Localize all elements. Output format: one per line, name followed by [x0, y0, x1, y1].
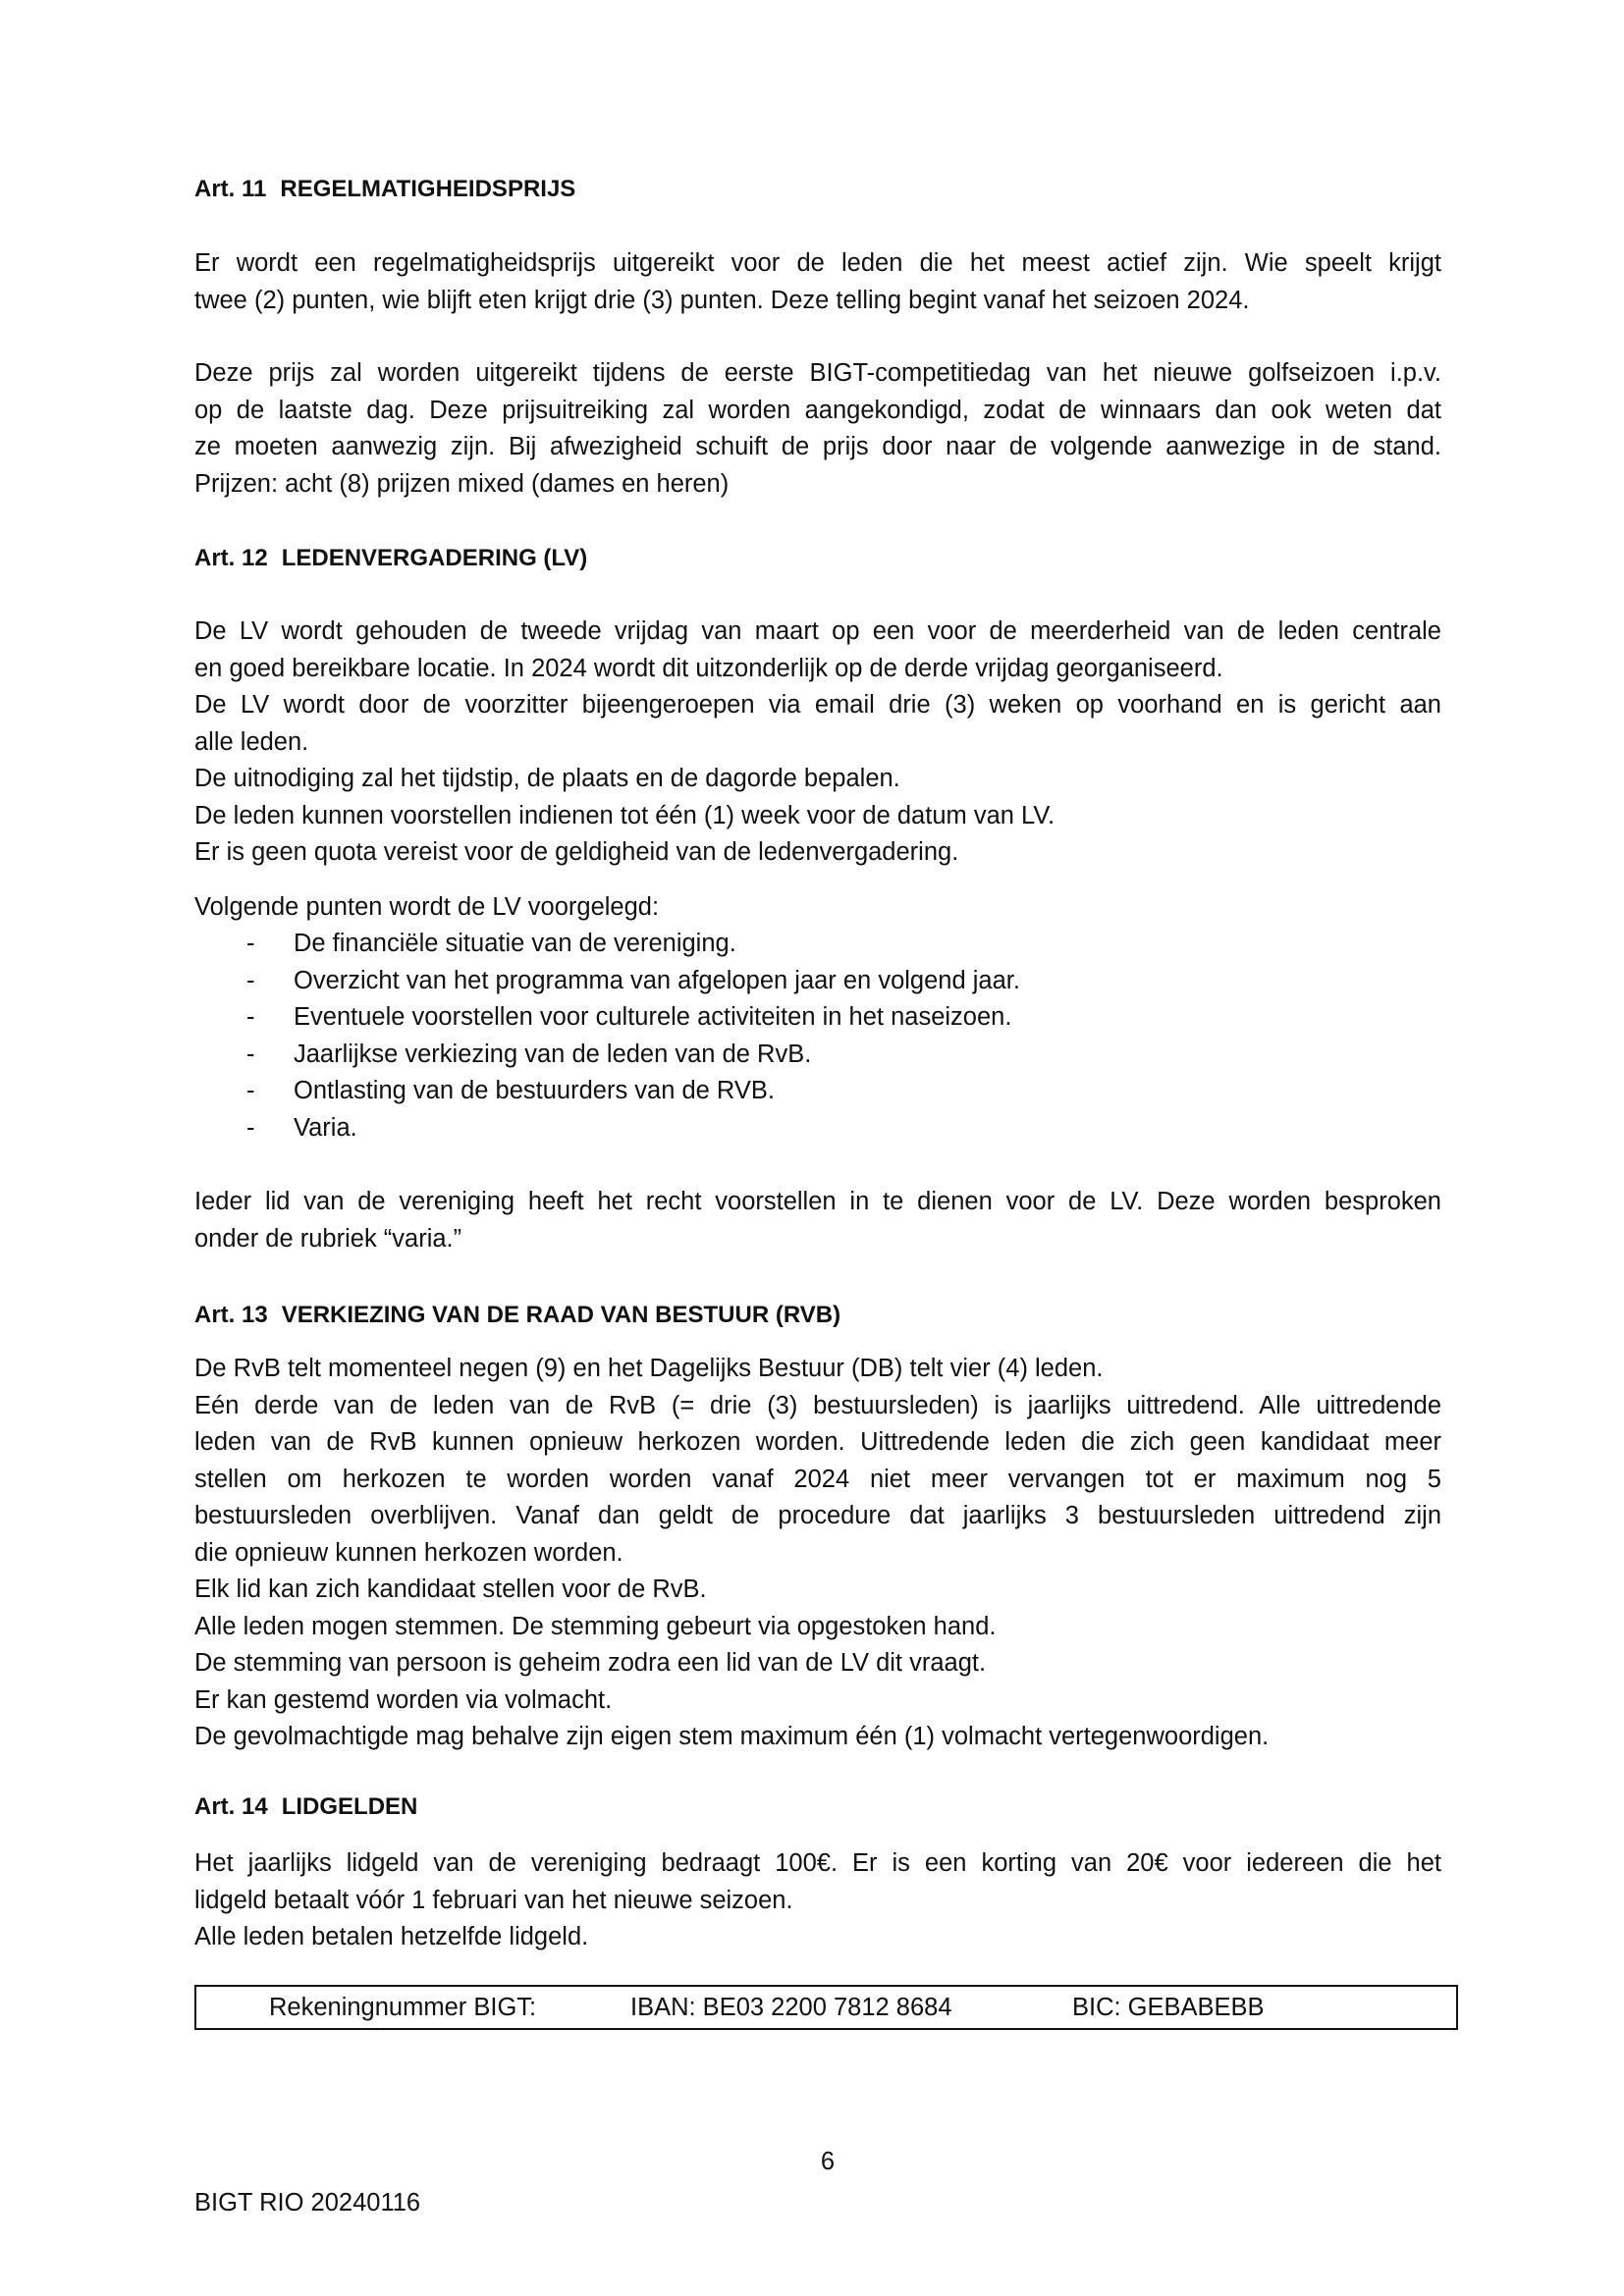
account-label: Rekeningnummer BIGT:	[269, 1994, 537, 2021]
list-item	[194, 999, 1441, 1037]
list-item-text: Varia.	[294, 1113, 357, 1142]
account-bic: BIC: GEBABEBB	[1072, 1994, 1265, 2021]
dash-bullet: -	[246, 1077, 255, 1104]
list-item-text: Eventuele voorstellen voor culturele activiteiten in het naseizoen.	[294, 1003, 1012, 1031]
text-line: Prijzen: acht (8) prijzen mixed (dames en heren)	[194, 469, 730, 498]
text-line: stellen om herkozen te worden worden vanaf 2024 niet meer vervangen tot er maximum nog 5	[194, 1465, 1441, 1493]
page-number: 6	[820, 2148, 836, 2175]
list-item-text: Ontlasting van de bestuurders van de RVB.	[294, 1077, 775, 1104]
text-line: De LV wordt door de voorzitter bijeengeroepen via email drie (3) weken op voorhand en is gericht aan	[194, 691, 1441, 719]
text-line: De leden kunnen voorstellen indienen tot één (1) week voor de datum van LV.	[194, 801, 1056, 829]
text-line: op de laatste dag. Deze prijsuitreiking zal worden aangekondigd, zodat de winnaars dan ook weten dat	[194, 396, 1441, 424]
art14-number: Art. 14	[194, 1793, 268, 1820]
art14-title: LIDGELDEN	[281, 1793, 418, 1820]
dash-bullet: -	[246, 1040, 255, 1068]
text-line: en goed bereikbare locatie. In 2024 wordt dit uitzonderlijk op de derde vrijdag georganiseerd.	[194, 654, 1223, 682]
text-line: Ieder lid van de vereniging heeft het recht voorstellen in te dienen voor de LV. Deze worden besproken	[194, 1188, 1441, 1215]
text-line: Er kan gestemd worden via volmacht.	[194, 1685, 613, 1714]
list-item-text: Overzicht van het programma van afgelopen jaar en volgend jaar.	[294, 966, 1020, 994]
art11-paragraph-2	[194, 355, 1441, 503]
text-line: bestuursleden overblijven. Vanaf dan geldt de procedure dat jaarlijks 3 bestuursleden uittredend zijn	[194, 1502, 1441, 1529]
art13-heading	[194, 1301, 840, 1330]
text-line: Eén derde van de leden van de RvB (= drie (3) bestuursleden) is jaarlijks uittredend. Alle uittredende	[194, 1391, 1441, 1419]
list-item	[194, 1110, 1441, 1148]
text-line: De LV wordt gehouden de tweede vrijdag van maart op een voor de meerderheid van de leden centrale	[194, 617, 1441, 645]
text-line: De RvB telt momenteel negen (9) en het Dagelijks Bestuur (DB) telt vier (4) leden.	[194, 1355, 1104, 1382]
art13-number: Art. 13	[194, 1302, 268, 1328]
text-line: die opnieuw kunnen herkozen worden.	[194, 1538, 623, 1567]
art12-agenda-list	[194, 926, 1441, 1147]
bank-account-box	[194, 1985, 1458, 2030]
text-line: Deze prijs zal worden uitgereikt tijdens de eerste BIGT-competitiedag van het nieuwe golfseizoen i.p.v.	[194, 359, 1441, 387]
art11-title: REGELMATIGHEIDSPRIJS	[280, 176, 576, 202]
text-line: De gevolmachtigde mag behalve zijn eigen stem maximum één (1) volmacht vertegenwoordigen.	[194, 1723, 1270, 1750]
art13-title: VERKIEZING VAN DE RAAD VAN BESTUUR (RVB)	[281, 1302, 841, 1328]
dash-bullet: -	[246, 966, 255, 994]
document-footer: BIGT RIO 20240116	[194, 2189, 421, 2216]
text-line: alle leden.	[194, 727, 309, 756]
list-item	[194, 926, 1441, 963]
list-item	[194, 1037, 1441, 1074]
art12-title: LEDENVERGADERING (LV)	[281, 545, 588, 571]
list-item-text: Jaarlijkse verkiezing van de leden van de RvB.	[294, 1040, 812, 1068]
text-line: Alle leden betalen hetzelfde lidgeld.	[194, 1923, 589, 1950]
text-line: lidgeld betaalt vóór 1 februari van het nieuwe seizoen.	[194, 1886, 793, 1914]
text-line: twee (2) punten, wie blijft eten krijgt drie (3) punten. Deze telling begint vanaf het seizoen 2024.	[194, 286, 1250, 314]
dash-bullet: -	[246, 1113, 255, 1142]
text-line: De uitnodiging zal het tijdstip, de plaats en de dagorde bepalen.	[194, 765, 900, 792]
text-line: Er wordt een regelmatigheidsprijs uitgereikt voor de leden die het meest actief zijn. Wie speelt krijgt	[194, 249, 1441, 277]
art11-number: Art. 11	[194, 176, 267, 202]
list-item	[194, 1073, 1441, 1110]
art13-paragraph	[194, 1351, 1441, 1756]
text-line: Elk lid kan zich kandidaat stellen voor de RvB.	[194, 1575, 707, 1603]
art11-heading	[194, 175, 575, 204]
document-page	[194, 0, 1461, 2296]
text-line: Alle leden mogen stemmen. De stemming gebeurt via opgestoken hand.	[194, 1612, 997, 1640]
art12-number: Art. 12	[194, 545, 268, 571]
account-iban: IBAN: BE03 2200 7812 8684	[630, 1994, 952, 2021]
text-line: leden van de RvB kunnen opnieuw herkozen worden. Uittredende leden die zich geen kandidaat meer	[194, 1428, 1441, 1456]
art11-paragraph-1	[194, 245, 1441, 319]
art12-heading	[194, 544, 587, 573]
dash-bullet: -	[246, 930, 255, 957]
art14-heading	[194, 1792, 417, 1822]
text-line: De stemming van persoon is geheim zodra een lid van de LV dit vraagt.	[194, 1649, 987, 1677]
dash-bullet: -	[246, 1003, 255, 1031]
art14-paragraph	[194, 1845, 1441, 1956]
art12-paragraph-1	[194, 614, 1441, 872]
art12-paragraph-2	[194, 1184, 1441, 1257]
text-line: ze moeten aanwezig zijn. Bij afwezigheid schuift de prijs door naar de volgende aanwezige in de stand.	[194, 433, 1441, 460]
list-item	[194, 963, 1441, 1000]
art12-list-intro: Volgende punten wordt de LV voorgelegd:	[194, 893, 660, 921]
list-item-text: De financiële situatie van de vereniging.	[294, 930, 736, 957]
text-line: onder de rubriek “varia.”	[194, 1224, 462, 1253]
text-line: Er is geen quota vereist voor de geldigheid van de ledenvergadering.	[194, 838, 959, 866]
text-line: Het jaarlijks lidgeld van de vereniging bedraagt 100€. Er is een korting van 20€ voor iedereen die het	[194, 1849, 1441, 1877]
